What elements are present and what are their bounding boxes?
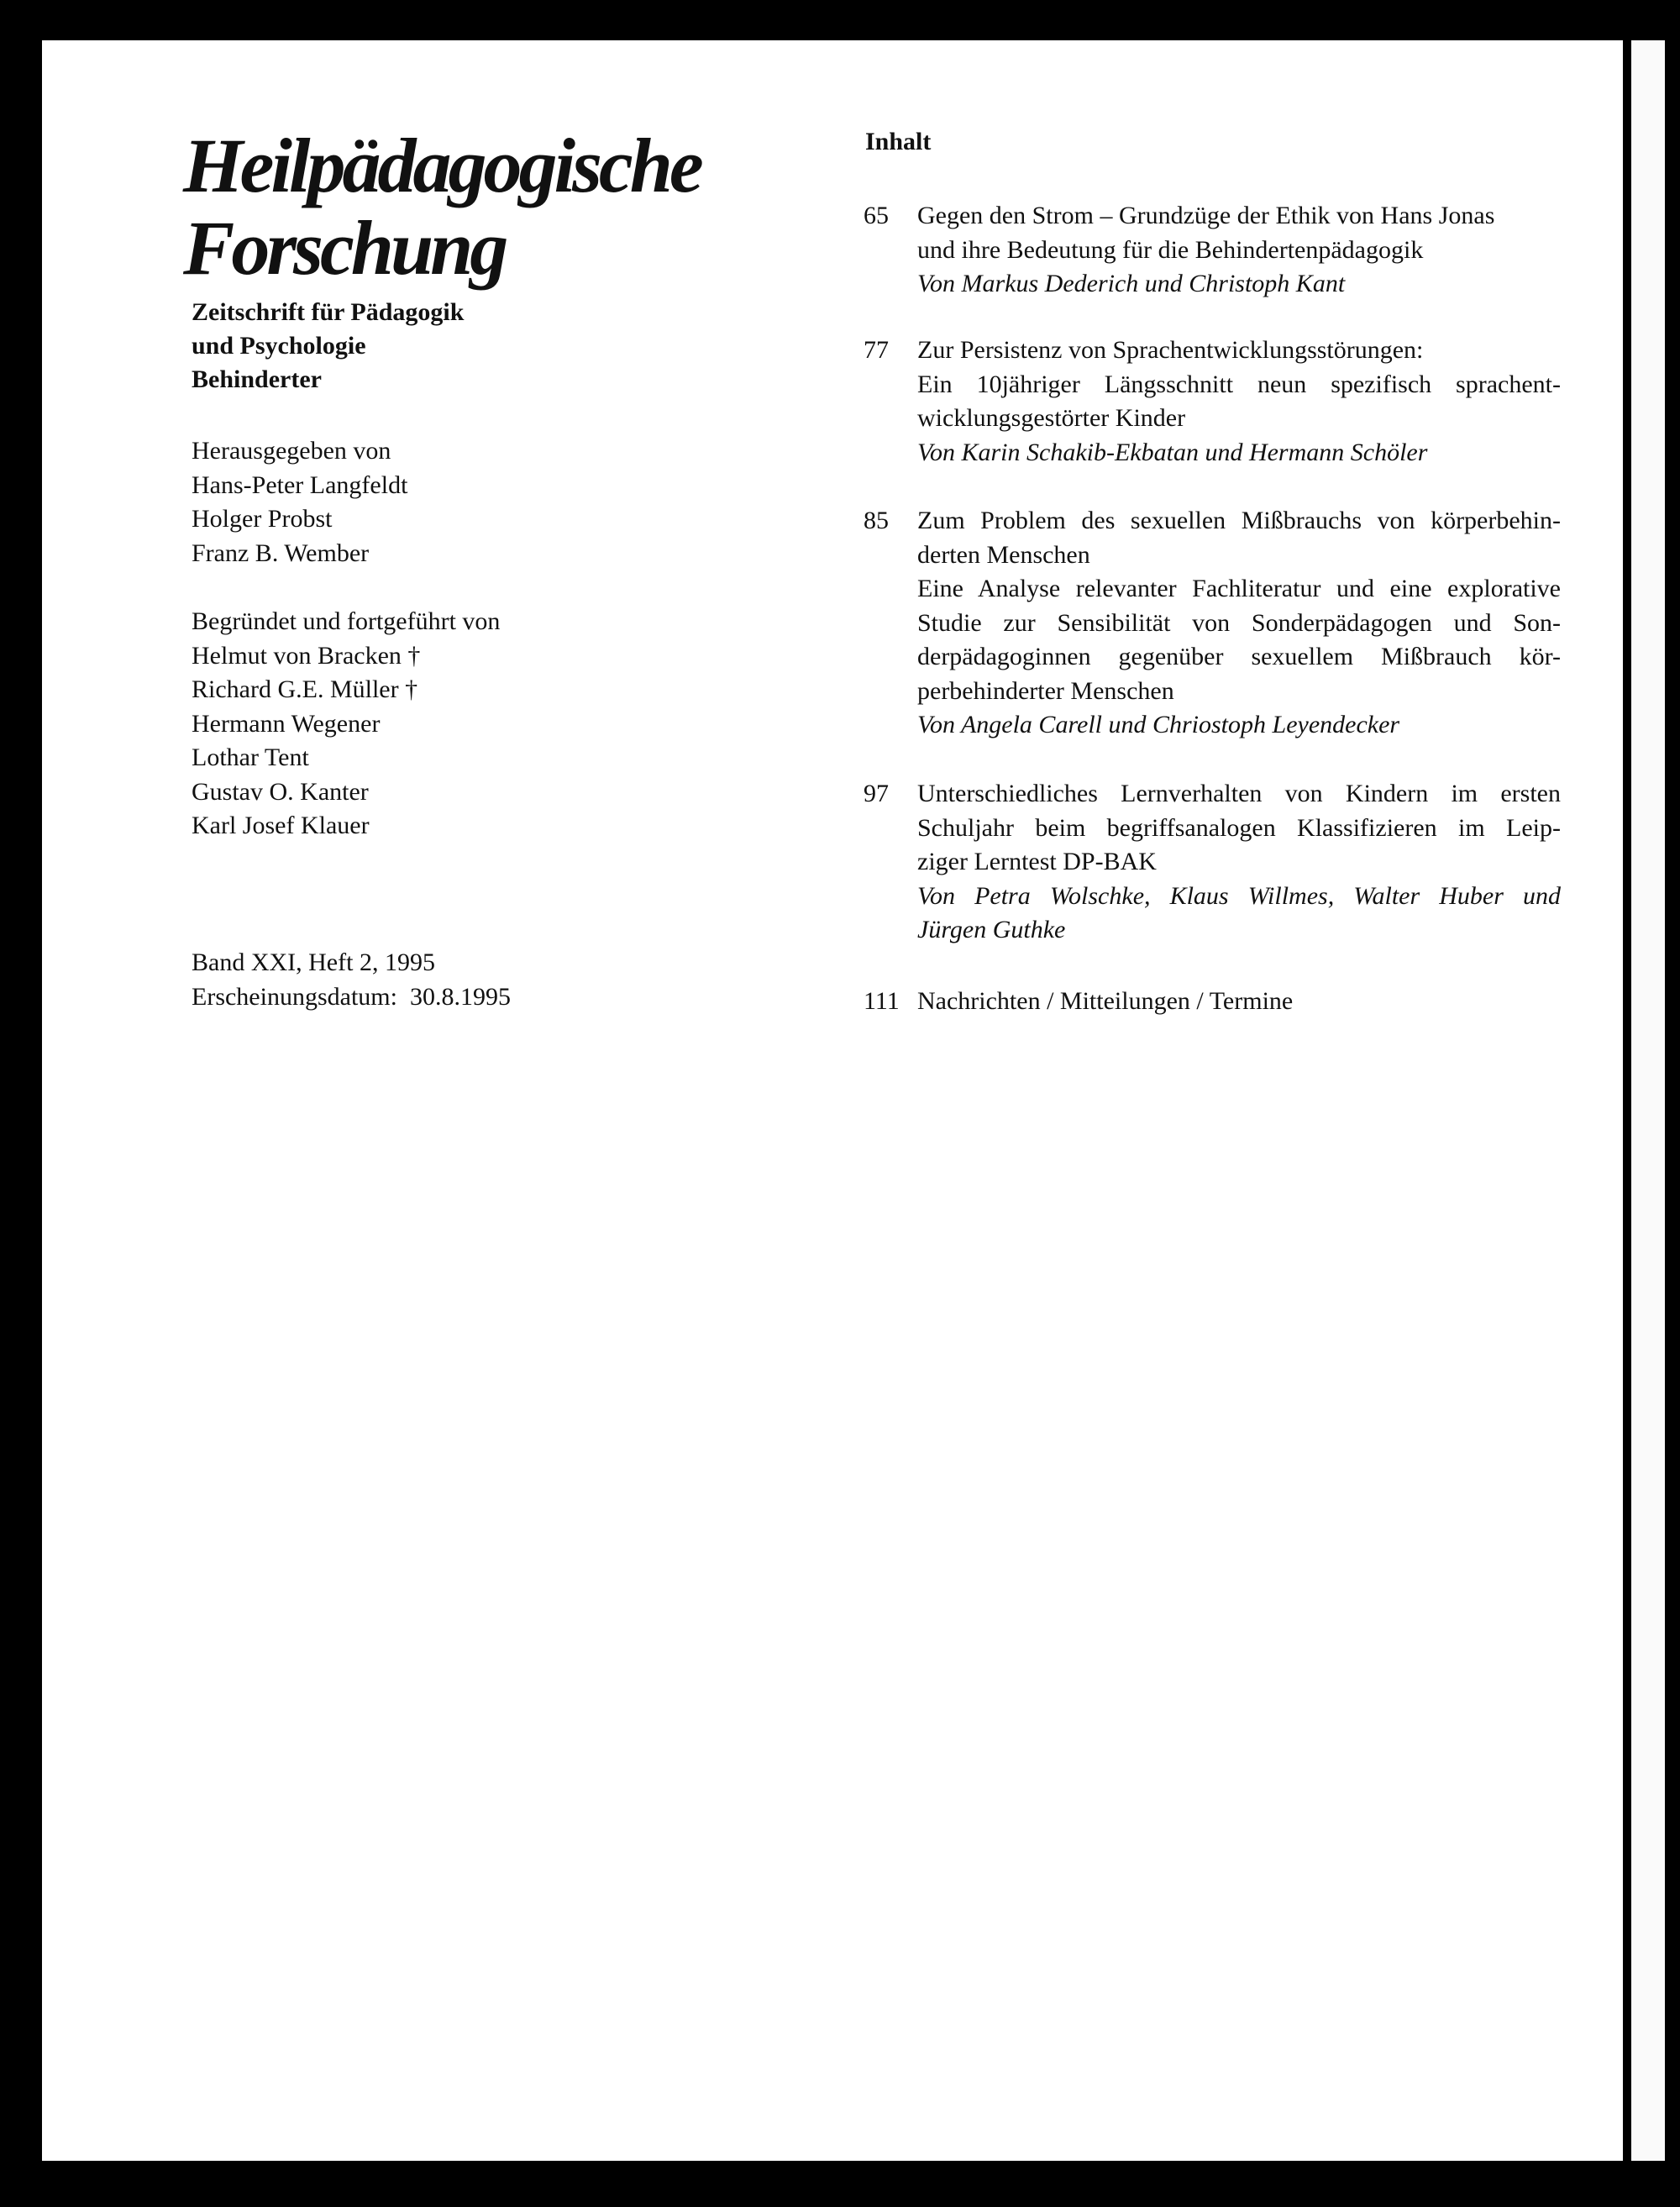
founder-name: Hermann Wegener: [192, 709, 381, 738]
editor-name: Hans-Peter Langfeldt: [192, 470, 408, 499]
issue-info: [192, 946, 511, 1014]
toc-title-line: Zur Persistenz von Sprachentwicklungsstörungen:: [917, 336, 1424, 364]
founder-name: Karl Josef Klauer: [192, 812, 370, 839]
founder-name: Lothar Tent: [192, 744, 309, 771]
toc-page-number: 111: [864, 987, 900, 1015]
journal-subtitle: [192, 296, 464, 397]
toc-author: Von Karin Schakib-Ekbatan und Hermann Schöler: [917, 438, 1428, 466]
toc-page-number: 85: [864, 507, 889, 534]
toc-entry: [864, 334, 1561, 470]
toc-page-number: 65: [864, 202, 889, 229]
subtitle-line: Zeitschrift für Pädagogik: [192, 298, 465, 326]
toc-author: Jürgen Guthke: [917, 916, 1066, 943]
toc-author: Von Petra Wolschke, Klaus Willmes, Walter Huber und: [917, 881, 1561, 910]
journal-title-line-1: Heilpädagogische: [183, 123, 701, 208]
issue-date: Erscheinungsdatum: 30.8.1995: [192, 982, 511, 1011]
toc-title-line: wicklungsgestörter Kinder: [917, 404, 1186, 432]
editor-name: Holger Probst: [192, 505, 333, 533]
toc-title-line: Unterschiedliches Lernverhalten von Kindern im ersten: [917, 780, 1561, 807]
toc-entry: [864, 199, 1561, 302]
subtitle-line: Behinderter: [192, 365, 322, 393]
editor-name: Franz B. Wember: [192, 539, 370, 567]
founder-name: Gustav O. Kanter: [192, 777, 369, 806]
toc-entry: [864, 504, 1561, 743]
toc-title-line: und ihre Bedeutung für die Behindertenpädagogik: [917, 235, 1424, 264]
journal-title-line-2: Forschung: [183, 205, 506, 291]
founder-name: Helmut von Bracken †: [192, 641, 421, 670]
toc-title-line: perbehinderter Menschen: [917, 676, 1174, 705]
editors-block: [192, 434, 407, 570]
toc-page-number: 97: [864, 780, 889, 807]
toc-title-line: Zum Problem des sexuellen Mißbrauchs von körperbehin-: [917, 507, 1561, 534]
toc-page-number: 77: [864, 336, 889, 364]
toc-title-line: Ein 10jähriger Längsschnitt neun spezifisch sprachent-: [917, 370, 1561, 398]
editors-heading: Herausgegeben von: [192, 437, 391, 465]
toc-title-line: derten Menschen: [917, 540, 1090, 569]
toc-title-line: ziger Lerntest DP-BAK: [917, 848, 1157, 875]
next-page-edge: [1631, 40, 1665, 2161]
toc-heading: Inhalt: [865, 128, 932, 155]
founders-heading: Begründet und fortgeführt von: [192, 607, 501, 635]
subtitle-line: und Psychologie: [192, 332, 366, 360]
toc-title-line: Schuljahr beim begriffsanalogen Klassifizieren im Leip-: [917, 813, 1561, 842]
toc-title-line: derpädagoginnen gegenüber sexuellem Mißbrauch kör-: [917, 643, 1561, 670]
toc-entry: [864, 777, 1561, 948]
journal-title: [183, 124, 701, 289]
founder-name: Richard G.E. Müller †: [192, 675, 418, 703]
toc-entry: [864, 985, 1561, 1019]
toc-title-line: Gegen den Strom – Grundzüge der Ethik von Hans Jonas: [917, 202, 1495, 229]
toc-author: Von Angela Carell und Chriostoph Leyendecker: [917, 711, 1400, 738]
founders-block: [192, 605, 500, 843]
toc-title-line: Studie zur Sensibilität von Sonderpädagogen und Son-: [917, 608, 1561, 637]
toc-author: Von Markus Dederich und Christoph Kant: [917, 270, 1346, 297]
toc-title-line: Nachrichten / Mitteilungen / Termine: [917, 987, 1294, 1015]
toc-title-line: Eine Analyse relevanter Fachliteratur und eine explorative: [917, 575, 1561, 602]
issue-volume: Band XXI, Heft 2, 1995: [192, 948, 435, 976]
